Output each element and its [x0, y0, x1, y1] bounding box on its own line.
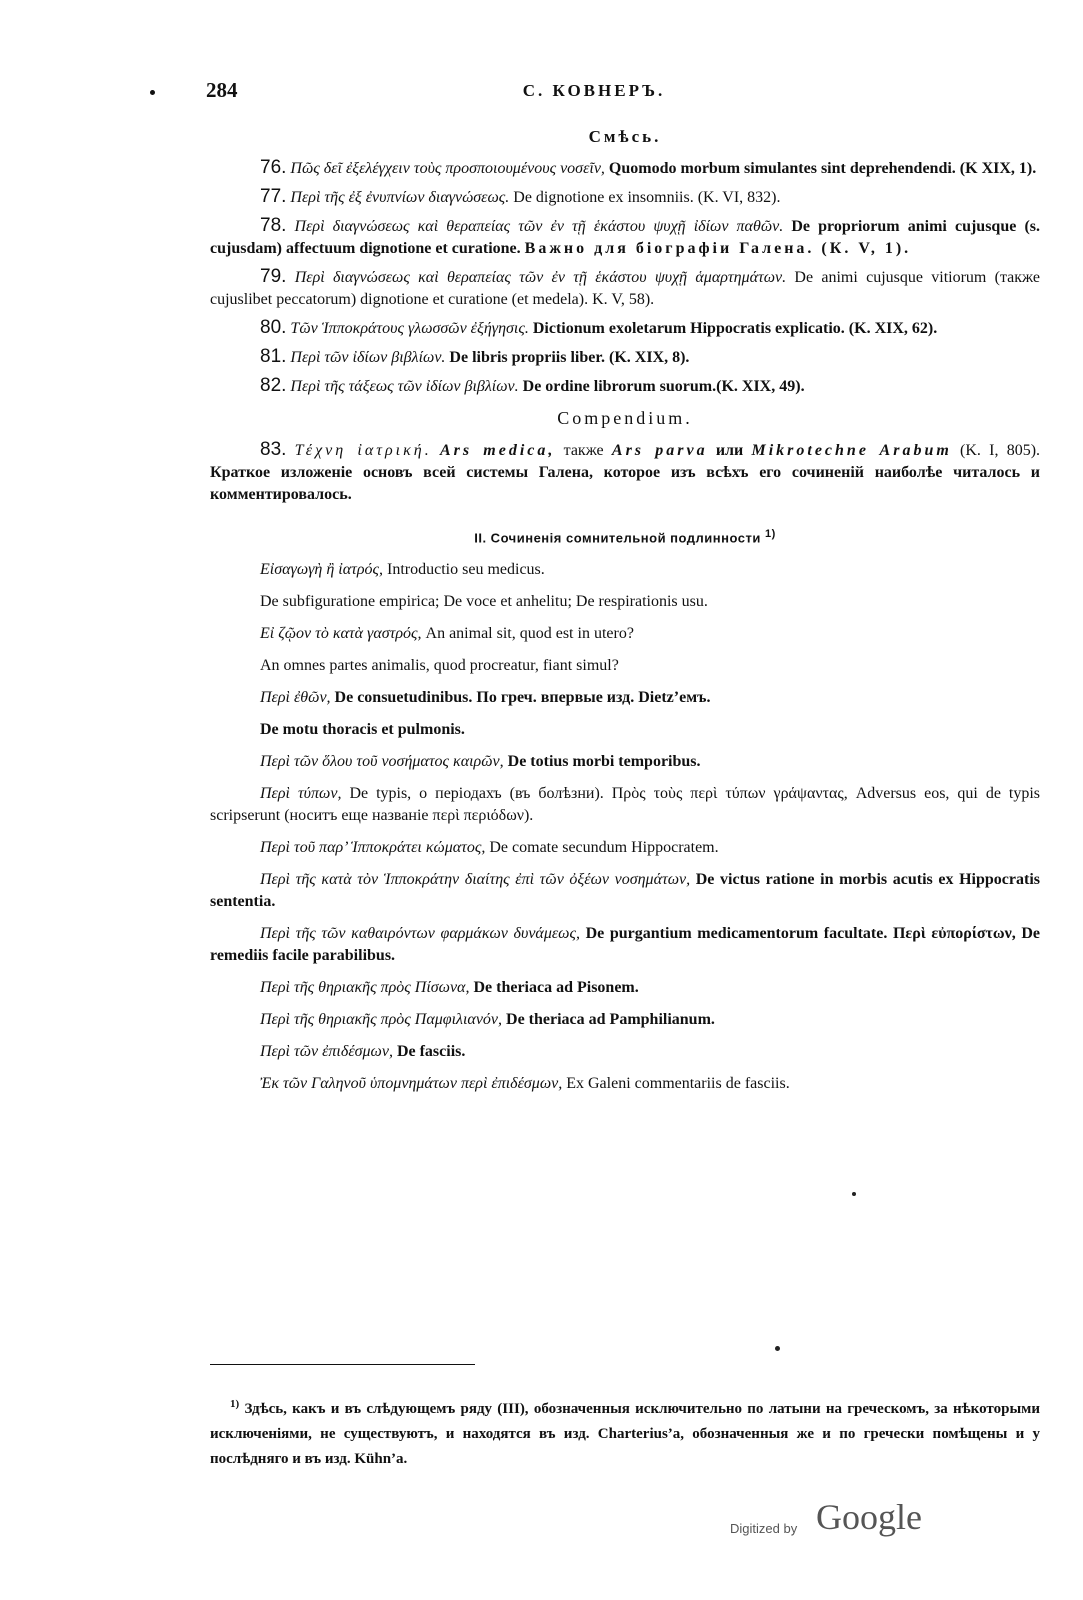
- latin-title: De comate secundum Hippocratem.: [489, 839, 719, 857]
- print-speck: [775, 1346, 780, 1351]
- entry-number: 81.: [260, 346, 287, 367]
- greek-title: Περὶ τοῦ παρ’ Ἱπποκράτει κώματος,: [260, 839, 486, 857]
- latin-title: De typis, о періодахъ (въ болѣзни). Πρὸς τοὺς περὶ τύπων γράψαντας, Adversus eos, qui de typis scripserunt (носитъ еще названіе περὶ περιόδων).: [210, 785, 1041, 825]
- list-item: [210, 869, 1040, 913]
- entry-number: 83.: [260, 439, 287, 460]
- latin-title: Dictionum exoletarum Hippocratis explicatio. (K. XIX, 62).: [532, 320, 938, 337]
- footnote-text: Здѣсь, какъ и въ слѣдующемъ ряду (III), обозначенныя исключительно по латыни на греческомъ, за нѣкоторыми исключеніями, не существуютъ, и находятся въ изд. Charterius’а, обозначенныя же и по гречески помѣщены и у послѣдняго и въ изд. Kühn’а.: [210, 1401, 1041, 1467]
- greek-title: Ἐκ τῶν Γαληνοῦ ὑπομνημάτων περὶ ἐπιδέσμων,: [260, 1075, 563, 1093]
- running-head: С. КОВНЕРЪ.: [522, 81, 666, 100]
- list-item: [210, 1073, 1040, 1095]
- entry-number: 82.: [260, 375, 287, 396]
- entry-number: 77.: [260, 186, 287, 207]
- latin-title: Ars medica,: [439, 442, 556, 459]
- list-item: [210, 783, 1040, 827]
- greek-title: Περὶ τῆς θηριακῆς πρὸς Παμφιλιανόν,: [260, 1011, 503, 1029]
- latin-title: Introductio seu medicus.: [387, 561, 545, 579]
- reference: (K. I, 805).: [960, 442, 1041, 459]
- footnote-divider: [210, 1364, 475, 1365]
- footnote-marker: 1): [230, 1398, 240, 1410]
- section-heading-text: II. Сочиненія сомнительной подлинности: [474, 530, 761, 546]
- connector-word: также: [563, 442, 604, 459]
- latin-title: De libris propriis liber. (K. XIX, 8).: [449, 349, 690, 366]
- latin-title: An omnes partes animalis, quod procreatur, fiant simul?: [260, 657, 619, 675]
- entry-number: 78.: [260, 215, 287, 236]
- greek-title: Εἰ ζῷον τὸ κατὰ γαστρός,: [260, 625, 422, 643]
- page-header: [148, 78, 1040, 108]
- latin-title: De theriaca ad Pisonem.: [473, 979, 639, 997]
- greek-title: Περὶ τῶν ἐπιδέσμων,: [260, 1043, 393, 1061]
- list-item: [210, 1009, 1040, 1031]
- list-item: [210, 655, 1040, 677]
- latin-title: De consuetudinibus. По греч. впервые изд. Dietz’емъ.: [334, 689, 711, 707]
- print-speck: [852, 1192, 856, 1196]
- entry-76: [210, 157, 1040, 180]
- alt-title: Ars parva: [611, 442, 708, 459]
- greek-title: Περὶ τῆς τῶν καθαιρόντων φαρμάκων δυνάμεως,: [260, 925, 580, 943]
- section-heading-mixed: Смѣсь.: [588, 127, 662, 146]
- entry-number: 76.: [260, 157, 287, 178]
- latin-title: An animal sit, quod est in utero?: [425, 625, 634, 643]
- section-heading-doubtful: [210, 528, 1040, 545]
- latin-title: De totius morbi temporibus.: [507, 753, 701, 771]
- list-item: [210, 837, 1040, 859]
- list-item: [210, 559, 1040, 581]
- latin-title: Ex Galeni commentariis de fasciis.: [566, 1075, 790, 1093]
- list-item: [210, 623, 1040, 645]
- entry-81: [210, 346, 1040, 369]
- watermark-small-text: Digitized by: [730, 1521, 798, 1536]
- greek-title: Περὶ ἐθῶν,: [260, 689, 331, 707]
- greek-title: Περὶ τῆς κατὰ τὸν Ἱπποκράτην διαίτης ἐπὶ τῶν ὀξέων νοσημάτων,: [260, 871, 691, 889]
- footnote-marker: 1): [764, 528, 776, 540]
- footnote: [210, 1392, 1040, 1472]
- latin-title: De theriaca ad Pamphilianum.: [506, 1011, 715, 1029]
- list-item: [210, 751, 1040, 773]
- greek-title: Εἰσαγωγὴ ἢ ἰατρός,: [260, 561, 384, 579]
- list-item: [210, 687, 1040, 709]
- entry-description: Краткое изложеніе основъ всей системы Галена, которое изъ всѣхъ его сочиненій наиболѣе читалось и комментировалось.: [210, 464, 1040, 503]
- greek-title: Περὶ τῶν ὅλου τοῦ νοσήματος καιρῶν,: [260, 753, 504, 771]
- greek-title: Τέχνη ἰατρική.: [294, 442, 432, 459]
- list-item: [210, 591, 1040, 613]
- section-heading-compendium: Compendium.: [557, 408, 693, 428]
- greek-title: Περὶ τῆς θηριακῆς πρὸς Πίσωνα,: [260, 979, 470, 997]
- page-number: 284: [206, 78, 238, 102]
- list-item: [210, 1041, 1040, 1063]
- greek-title: Πῶς δεῖ ἐξελέγχειν τοὺς προσποιουμένους νοσεῖν,: [290, 160, 605, 177]
- entry-79: [210, 266, 1040, 311]
- page-body: [210, 124, 1040, 1105]
- list-item: [210, 923, 1040, 967]
- latin-title: De propriorum animi cujusque (s. cujusdam) affectuum dignotione et curatione.: [210, 218, 1040, 257]
- entry-77: [210, 186, 1040, 209]
- latin-title: De victus ratione in morbis acutis ex Hippocratis sententia.: [210, 871, 1041, 911]
- list-item: [210, 977, 1040, 999]
- latin-title: De motu thoracis et pulmonis.: [260, 721, 465, 739]
- entry-number: 79.: [260, 266, 287, 287]
- connector-word: или: [715, 442, 744, 459]
- latin-title: Quomodo morbum simulantes sint deprehendendi. (K XIX, 1).: [608, 160, 1037, 177]
- entry-80: [210, 317, 1040, 340]
- greek-title: Περὶ τύπων,: [260, 785, 342, 803]
- greek-title: Τῶν Ἱπποκράτους γλωσσῶν ἐξήγησις.: [290, 320, 529, 337]
- entry-82: [210, 375, 1040, 398]
- entry-number: 80.: [260, 317, 287, 338]
- greek-title: Περὶ διαγνώσεως καὶ θεραπείας τῶν ἐν τῇ ἑκάστου ψυχῇ ἰδίων παθῶν.: [294, 218, 784, 235]
- latin-title: De purgantium medicamentorum facultate. Περὶ εὐπορίστων, De remediis facile parabilibus.: [210, 925, 1041, 965]
- latin-title: De subfiguratione empirica; De voce et anhelitu; De respirationis usu.: [260, 593, 708, 611]
- greek-title: Περὶ τῆς ἐξ ἐνυπνίων διαγνώσεως.: [290, 189, 510, 206]
- greek-title: Περὶ τῆς τάξεως τῶν ἰδίων βιβλίων.: [290, 378, 519, 395]
- list-item: [210, 719, 1040, 741]
- entry-note: Важно для біографіи Галена. (К. V, 1).: [524, 240, 912, 257]
- latin-title: De ordine librorum suorum.(K. XIX, 49).: [522, 378, 805, 395]
- entry-78: [210, 215, 1040, 260]
- greek-title: Περὶ τῶν ἰδίων βιβλίων.: [290, 349, 446, 366]
- latin-title: De animi cujusque vitiorum (также cujuslibet peccatorum) dignotione et curatione (et medela). K. V, 58).: [210, 269, 1041, 308]
- latin-title: De dignotione ex insomniis. (K. VI, 832).: [513, 189, 781, 206]
- entry-83: [210, 439, 1040, 506]
- alt-title: Mikrotechne Arabum: [751, 442, 952, 459]
- google-logo: Google: [816, 1497, 922, 1537]
- greek-title: Περὶ διαγνώσεως καὶ θεραπείας τῶν ἐν τῇ ἑκάστου ψυχῇ ἁμαρτημάτων.: [294, 269, 787, 286]
- latin-title: De fasciis.: [396, 1043, 466, 1061]
